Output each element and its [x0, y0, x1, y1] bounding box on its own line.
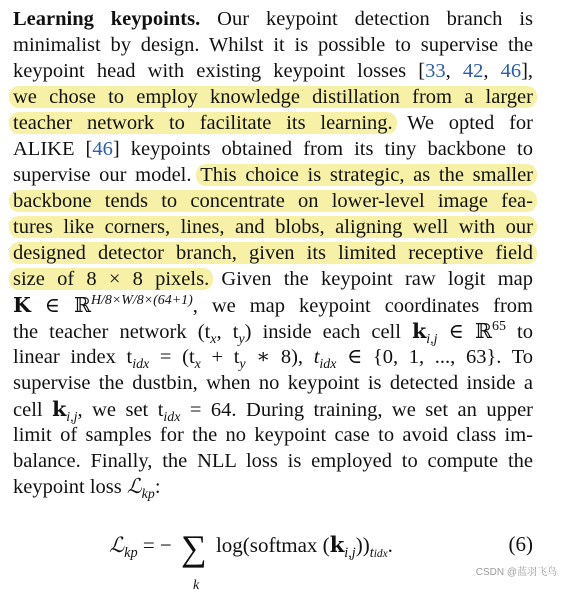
citation-link[interactable]: 46: [500, 60, 522, 82]
text-line-4: [13, 84, 533, 110]
text-line-9: [13, 214, 533, 240]
text-line-11: size of 8 × 8 pixels. Given the keypoint raw logit map: [13, 266, 533, 292]
math-symbol: k: [412, 319, 427, 343]
summation-symbol: ∑ k: [181, 528, 207, 593]
citation-link[interactable]: 46: [92, 138, 113, 160]
text-line-12: K ∈ ℝ$^{H/8\times W/8\times(64+1)}$, we map keypoint coordinates from: [13, 293, 533, 317]
text-line-13: the teacher network ($t_x$, $t_y$) inside each cell $k_{i,j}$ ∈ ℝ$^{65}$ to: [13, 319, 533, 348]
text-line-16: cell $k_{i,j}$, we set $t_{idx} = 64$. During training, we set an upper: [13, 397, 534, 426]
highlighted-text: we chose to employ knowledge distillation from a larger: [9, 86, 537, 108]
text-line-7: supervise our model. This choice is strategic, as the smaller: [13, 162, 533, 188]
math-symbol: ℒ: [126, 476, 142, 498]
highlighted-text: This choice is strategic, as the smaller: [196, 164, 537, 186]
citation-link[interactable]: 42: [462, 60, 484, 82]
text-line-19: keypoint loss ℒ$_{kp}$:: [13, 476, 161, 503]
text-line-2: minimalist by design. Whilst it is possible to supervise the: [13, 34, 533, 56]
highlighted-text: designed detector branch, given its limited receptive field: [9, 242, 537, 264]
text-line-10: [13, 240, 533, 266]
text-line-1: Learning keypoints. Our keypoint detection branch is: [13, 8, 534, 30]
paragraph-heading: Learning keypoints.: [13, 8, 201, 30]
highlighted-text: teacher network to facilitate its learning.: [9, 112, 397, 134]
highlighted-text: backbone tends to concentrate on lower-level image fea-: [9, 190, 537, 212]
text-line-14: linear index $t_{idx} = (t_x + t_y$ ∗ 8), $t_{idx}$ ∈ {0, 1, ..., 63}. To: [13, 346, 534, 373]
highlighted-text: tures like corners, lines, and blobs, aligning well with our: [9, 216, 537, 238]
math-symbol: K: [13, 293, 31, 317]
math-symbol: k: [52, 397, 67, 421]
equation-body: ℒ$_{kp}$ = − ∑ k log(softmax $(k_{i,j}))_{tidx}$.: [109, 528, 393, 593]
text-line-6: ALIKE [46] keypoints obtained from its tiny backbone to: [13, 138, 534, 160]
equation-6: [13, 518, 533, 593]
text-line-15: supervise the dustbin, when no keypoint is detected inside a: [13, 372, 533, 394]
citation-link[interactable]: 33: [425, 60, 446, 82]
equation-number: (6): [508, 532, 533, 556]
text-line-3: keypoint head with existing keypoint losses [33, 42, 46],: [13, 60, 534, 82]
watermark: CSDN @蓝羽飞鸟: [475, 567, 557, 578]
text-line-18: balance. Finally, the NLL loss is employed to compute the: [13, 450, 533, 472]
highlighted-text: size of 8 × 8 pixels.: [9, 268, 213, 290]
text-line-8: [13, 188, 533, 214]
text-line-5: teacher network to facilitate its learning. We opted for: [13, 110, 533, 136]
text-line-17: limit of samples for the no keypoint case to avoid class im-: [13, 424, 533, 446]
